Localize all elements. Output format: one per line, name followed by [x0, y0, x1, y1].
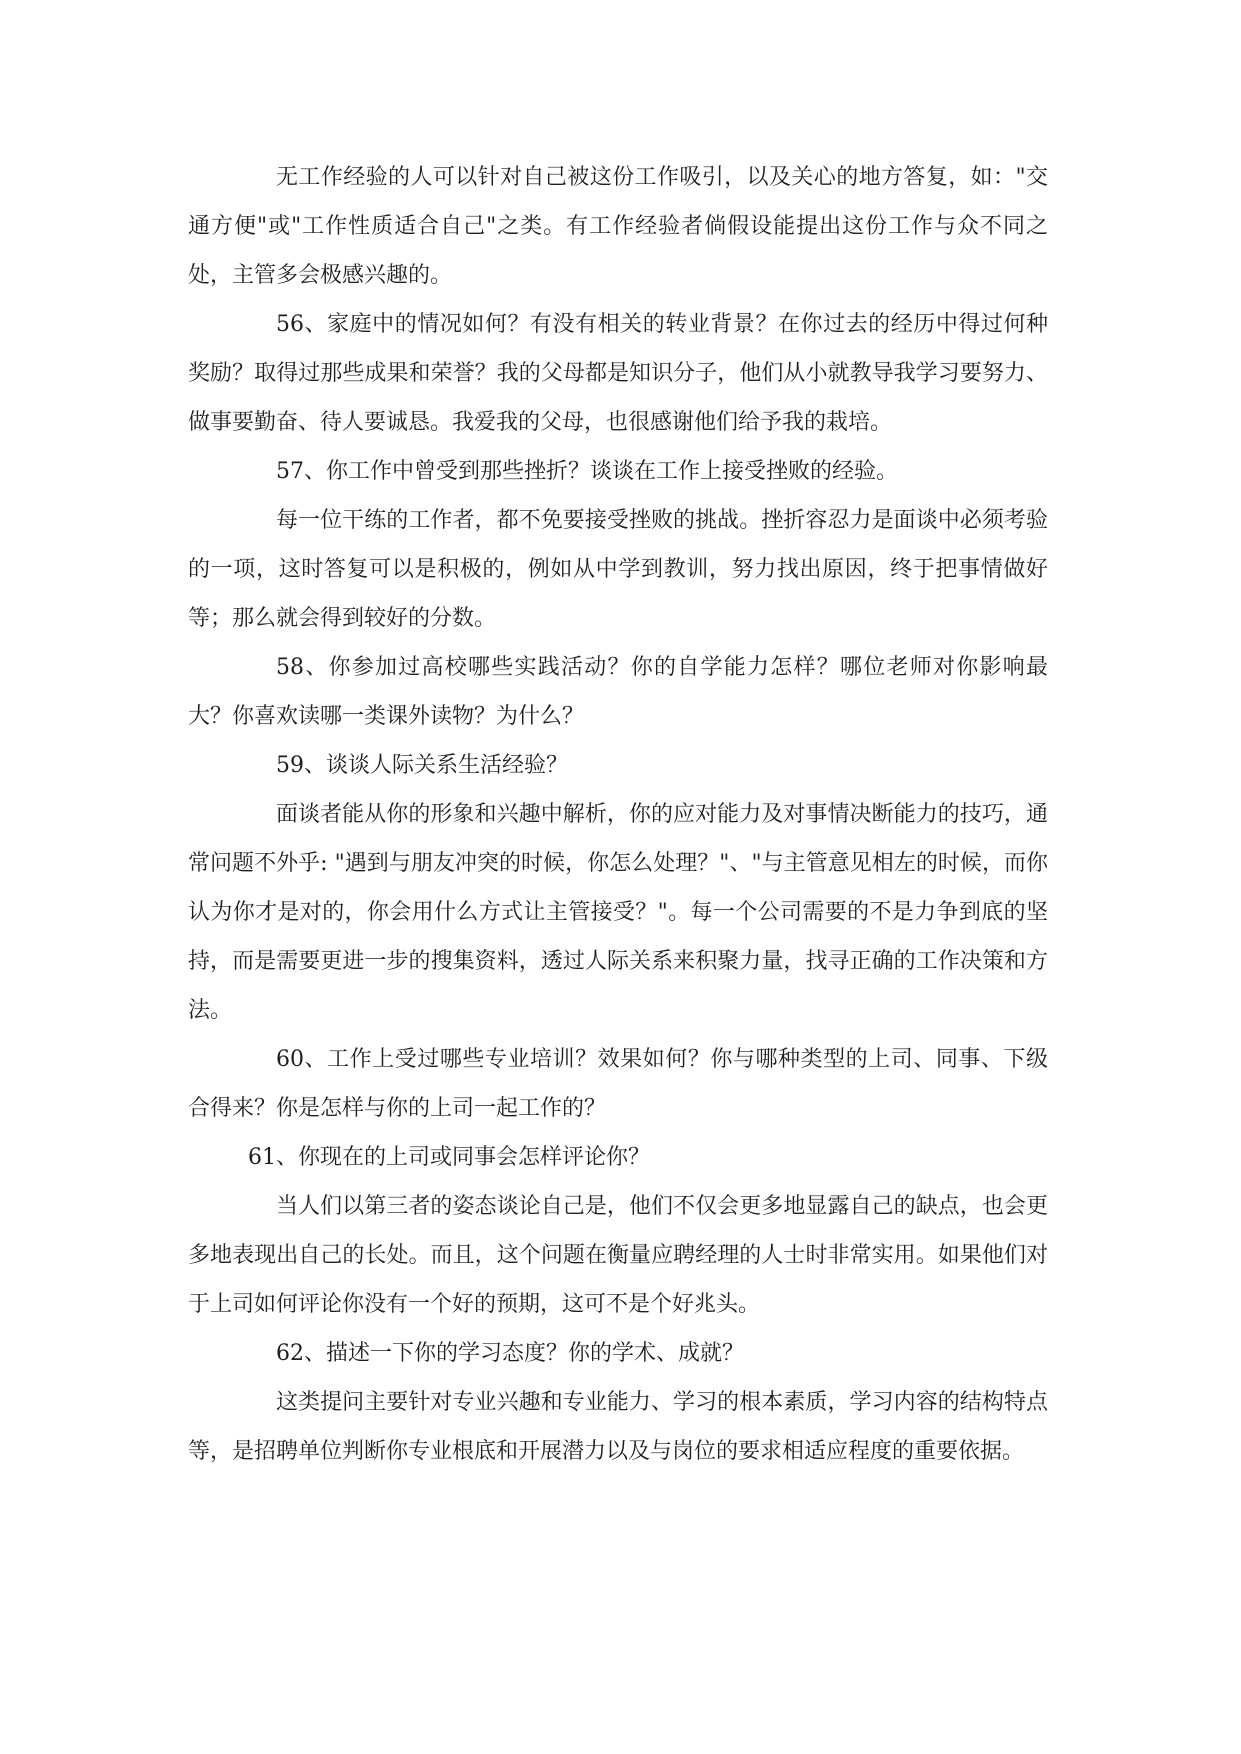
- paragraph-question-59: 59、谈谈人际关系生活经验？: [276, 753, 568, 778]
- paragraph-question-56: 56、家庭中的情况如何？有没有相关的转业背景？在你过去的经历中得过何种奖励？取得过那些成果和荣誉？我的父母都是知识分子，他们从小就教导我学习要努力、做事要勤奋、待人要诚恳。我爱我的父母，也很感谢他们给予我的栽培。: [188, 312, 1048, 435]
- paragraph-answer-61: 当人们以第三者的姿态谈论自己是，他们不仅会更多地显露自己的缺点，也会更多地表现出自己的长处。而且，这个问题在衡量应聘经理的人士时非常实用。如果他们对于上司如何评论你没有一个好的预期，这可不是个好兆头。: [188, 1194, 1048, 1317]
- paragraph-question-58: 58、你参加过高校哪些实践活动？你的自学能力怎样？哪位老师对你影响最大？你喜欢读哪一类课外读物？为什么？: [188, 655, 1048, 729]
- paragraph-question-62: 62、描述一下你的学习态度？你的学术、成就？: [276, 1341, 744, 1366]
- paragraph-answer-57: 每一位干练的工作者，都不免要接受挫败的挑战。挫折容忍力是面谈中必须考验的一项，这时答复可以是积极的，例如从中学到教训，努力找出原因，终于把事情做好等；那么就会得到较好的分数。: [188, 508, 1048, 631]
- document-body: [188, 153, 1048, 1476]
- paragraph-answer-59: 面谈者能从你的形象和兴趣中解析，你的应对能力及对事情决断能力的技巧，通常问题不外乎: "遇到与朋友冲突的时候，你怎么处理？"、"与主管意见相左的时候，而你认为你才是对的，你会用什么方式让主管接受？"。每一个公司需要的不是力争到底的坚持，而是需要更进一步的搜集资料，透过人际关系来积聚力量，找寻正确的工作决策和方法。: [188, 802, 1048, 1023]
- paragraph-answer-62: 这类提问主要针对专业兴趣和专业能力、学习的根本素质，学习内容的结构特点等，是招聘单位判断你专业根底和开展潜力以及与岗位的要求相适应程度的重要依据。: [188, 1390, 1048, 1464]
- paragraph-question-61: 61、你现在的上司或同事会怎样评论你？: [248, 1145, 650, 1170]
- paragraph-answer-55: 无工作经验的人可以针对自己被这份工作吸引，以及关心的地方答复，如："交通方便"或"工作性质适合自己"之类。有工作经验者倘假设能提出这份工作与众不同之处，主管多会极感兴趣的。: [188, 165, 1048, 288]
- paragraph-question-57: 57、你工作中曾受到那些挫折？谈谈在工作上接受挫败的经验。: [276, 459, 898, 484]
- paragraph-question-60: 60、工作上受过哪些专业培训？效果如何？你与哪种类型的上司、同事、下级合得来？你是怎样与你的上司一起工作的？: [188, 1047, 1048, 1121]
